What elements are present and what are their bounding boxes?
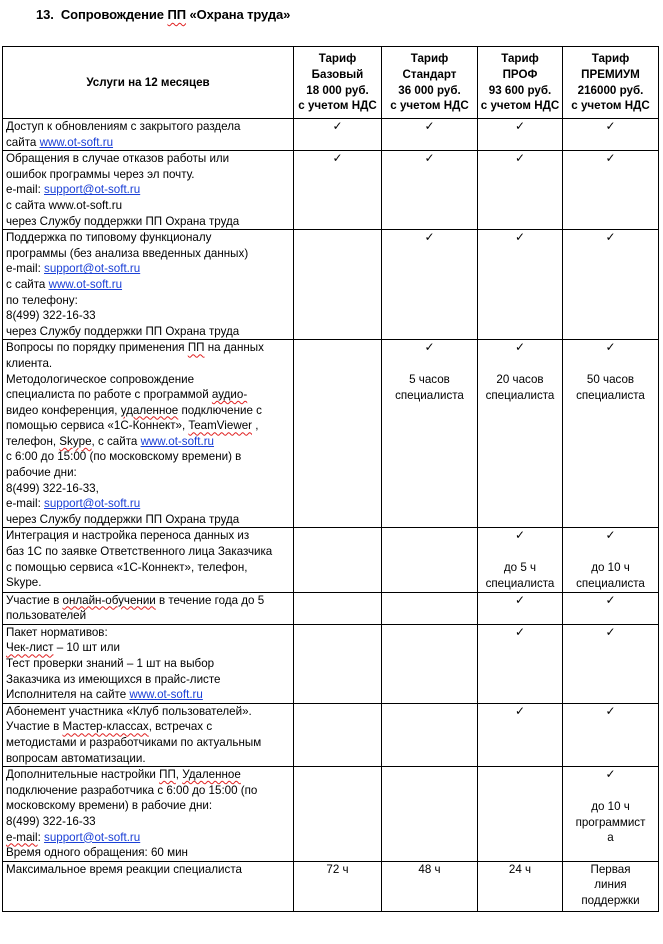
check-icon: ✓ [514, 528, 526, 543]
table-row [3, 624, 659, 703]
service-integration: Интеграция и настройка переноса данных из баз 1С по заявке Ответственного лица Заказчика с помощью сервиса «1С-Коннект», телефон, Skype. [3, 528, 294, 592]
table-row [3, 151, 659, 230]
reaction-standard: 48 ч [382, 861, 478, 911]
reaction-basic: 72 ч [294, 861, 382, 911]
reaction-premium: Первая линия поддержки [563, 861, 659, 911]
support-email-link[interactable]: support@ot-soft.ru [44, 497, 141, 511]
header-row [3, 47, 659, 119]
site-link[interactable]: www.ot-soft.ru [48, 277, 123, 291]
check-icon: ✓ [605, 119, 616, 133]
service-extra-settings: Дополнительные настройки ПП, Удаленное подключение разработчика с 6:00 до 15:00 (по московскому времени) в рабочие дни: 8(499) 322-16-33 e-mail: support@ot-soft.ru Время одного обращения: 60 мин [3, 767, 294, 862]
table-row [3, 861, 659, 911]
service-updates: Доступ к обновлениям с закрытого раздела сайта www.ot-soft.ru [3, 119, 294, 151]
tariff-basic-header: Тариф Базовый 18 000 руб. с учетом НДС [294, 47, 382, 119]
support-email-link[interactable]: support@ot-soft.ru [44, 830, 141, 844]
table-row [3, 592, 659, 624]
support-email-link[interactable]: support@ot-soft.ru [44, 183, 141, 197]
tariff-table [2, 46, 659, 912]
check-icon: ✓ [424, 340, 435, 355]
table-row [3, 703, 659, 766]
service-regulations-pack: Пакет нормативов: Чек-лист – 10 шт или Тест проверки знаний – 1 шт на выбор Заказчика из имеющихся в прайс-листе Исполнителя на сайте www.ot-soft.ru [3, 624, 294, 703]
site-link[interactable]: www.ot-soft.ru [129, 688, 203, 702]
check-icon: ✓ [605, 151, 616, 166]
service-typical-support: Поддержка по типовому функционалу программы (без анализа введенных данных) e-mail: support@ot-soft.ru с сайта www.ot-soft.ru по телефону: 8(499) 322-16-33 через Службу поддержки ПП Охрана труда [3, 230, 294, 340]
reaction-prof: 24 ч [478, 861, 563, 911]
service-online-training: Участие в онлайн-обучении в течение года до 5 пользователей [3, 592, 294, 624]
check-icon: ✓ [424, 119, 435, 133]
site-link[interactable]: www.ot-soft.ru [140, 434, 215, 448]
check-icon: ✓ [514, 624, 526, 639]
check-icon: ✓ [514, 703, 526, 718]
check-icon: ✓ [332, 119, 343, 133]
title-pp-word: ПП [167, 7, 186, 22]
tariff-standard-header: Тариф Стандарт 36 000 руб. с учетом НДС [382, 47, 478, 119]
table-row: Интеграция и настройка переноса данных из баз 1С по заявке Ответственного лица Заказчика с помощью сервиса «1С-Коннект», телефон, Skype. ✓ до 5 ч специалиста ✓ до 10 ч специалиста [3, 528, 659, 592]
service-reaction-time: Максимальное время реакции специалиста [3, 861, 294, 911]
table-row [3, 119, 659, 151]
check-icon: ✓ [605, 528, 616, 543]
check-icon: ✓ [514, 592, 526, 607]
section-title: 13. Сопровождение ПП «Охрана труда» [36, 7, 291, 22]
tariff-premium-header: Тариф ПРЕМИУМ 216000 руб. с учетом НДС [563, 47, 659, 119]
check-icon: ✓ [605, 624, 616, 639]
check-icon: ✓ [424, 151, 435, 166]
site-link[interactable]: www.ot-soft.ru [39, 135, 114, 149]
check-icon: ✓ [514, 119, 526, 133]
check-icon: ✓ [605, 230, 616, 245]
table-row: Вопросы по порядку применения ПП на данных клиента. Методологическое сопровождение специалиста по работе с программой аудио- видео конференция, удаленное подключение с помощью сервиса «1С-Коннект», TeamViewer , телефон, Skype, с сайта www.ot-soft.ru с 6:00 до 15:00 (по московскому времени) в рабочие дни: 8(499) 322-16-33, e-mail: support@ot-soft.ru через Службу поддержки ПП Охрана труда ✓ 5 часов специалиста ✓ 20 часов специалиста ✓ 50 часов специалиста [3, 340, 659, 528]
check-icon: ✓ [605, 340, 616, 355]
check-icon: ✓ [605, 592, 616, 607]
check-icon: ✓ [332, 151, 343, 166]
table-row: Дополнительные настройки ПП, Удаленное подключение разработчика с 6:00 до 15:00 (по московскому времени) в рабочие дни: 8(499) 322-16-33 e-mail: support@ot-soft.ru Время одного обращения: 60 мин ✓ до 10 ч программист а [3, 767, 659, 862]
tariff-prof-header: Тариф ПРОФ 93 600 руб. с учетом НДС [478, 47, 563, 119]
check-icon: ✓ [424, 230, 435, 245]
service-users-club: Абонемент участника «Клуб пользователей». Участие в Мастер-классах, встречах с методистами и разработчиками по актуальным вопросам автоматизации. [3, 703, 294, 766]
service-methodology-support: Вопросы по порядку применения ПП на данных клиента. Методологическое сопровождение специалиста по работе с программой аудио- видео конференция, удаленное подключение с помощью сервиса «1С-Коннект», TeamViewer , телефон, Skype, с сайта www.ot-soft.ru с 6:00 до 15:00 (по московскому времени) в рабочие дни: 8(499) 322-16-33, e-mail: support@ot-soft.ru через Службу поддержки ПП Охрана труда [3, 340, 294, 528]
service-error-reports: Обращения в случае отказов работы или ошибок программы через эл почту. e-mail: support@ot-soft.ru с сайта www.ot-soft.ru через Службу поддержки ПП Охрана труда [3, 151, 294, 230]
check-icon: ✓ [605, 767, 616, 782]
table-row [3, 230, 659, 340]
check-icon: ✓ [514, 151, 526, 166]
services-header: Услуги на 12 месяцев [3, 47, 294, 119]
support-email-link[interactable]: support@ot-soft.ru [44, 262, 141, 276]
check-icon: ✓ [605, 703, 616, 718]
check-icon: ✓ [514, 340, 526, 355]
check-icon: ✓ [514, 230, 526, 245]
